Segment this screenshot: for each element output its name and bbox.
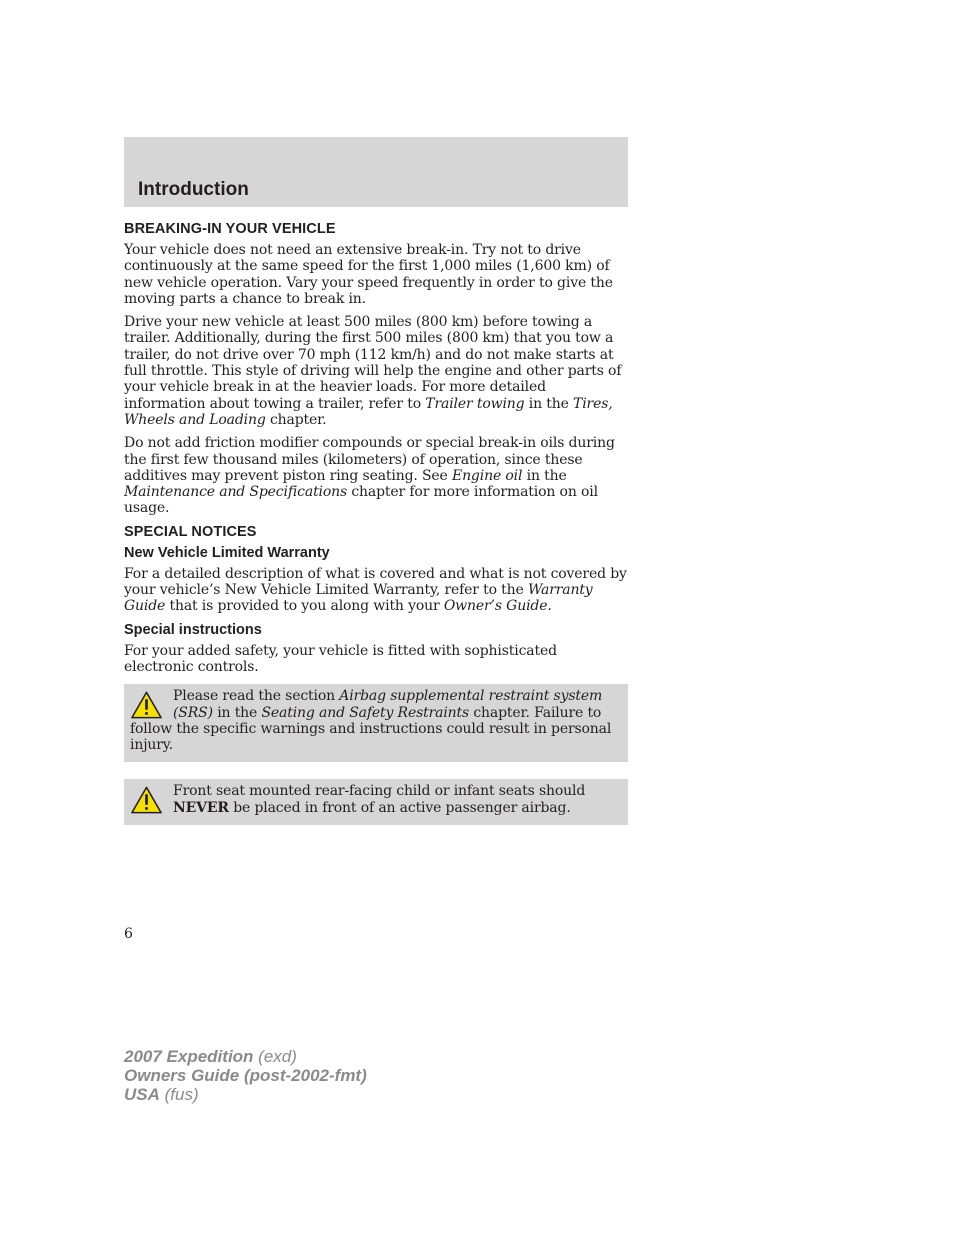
document-footer (124, 1047, 367, 1104)
reference-owners-guide: Owner’s Guide. (443, 598, 552, 615)
chapter-title: Introduction (138, 179, 249, 200)
footer-line-market: USA (fus) (124, 1085, 199, 1104)
warning-text-child-seat: Front seat mounted rear-facing child or infant seats should NEVER be placed in front of an active passenger airbag. (173, 783, 586, 816)
footer-line-model: 2007 Expedition (exd) (124, 1047, 297, 1066)
reference-warranty-guide: Warranty Guide (124, 582, 593, 615)
page-number: 6 (124, 926, 133, 942)
warning-text-airbag: Please read the section Airbag supplemental restraint system (SRS) in the Seating and Safety Restraints chapter. Failure to follow the specific warnings and instructions could result in personal injury. (130, 688, 612, 754)
chapter-header-band (124, 137, 628, 207)
paragraph-friction-modifier: Do not add friction modifier compounds or special break-in oils during the first few thousand miles (kilometers) of operation, since these additives may prevent piston ring seating. See Engine oil in the Maintenance and Specifications chapter for more information on oil usage. (124, 435, 615, 517)
warning-triangle-icon (130, 690, 163, 720)
section-heading-breaking-in: BREAKING-IN YOUR VEHICLE (124, 221, 336, 237)
reference-tires-wheels-loading: Tires, Wheels and Loading (124, 395, 613, 428)
subheading-warranty: New Vehicle Limited Warranty (124, 544, 330, 561)
reference-airbag-srs: Airbag supplemental restraint system (SRS) (173, 688, 603, 721)
emphasis-never: NEVER (173, 799, 229, 816)
paragraph-towing: Drive your new vehicle at least 500 miles (800 km) before towing a trailer. Additionally, during the first 500 miles (800 km) that you tow a trailer, do not drive over 70 mph (112 km/h) and do not make starts at full throttle. This style of driving will help the engine and other parts of your vehicle break in at the heavier loads. For more detailed information about towing a trailer, refer to Trailer towing in the Tires, Wheels and Loading chapter. (124, 314, 622, 428)
footer-line-guide: Owners Guide (post-2002-fmt) (124, 1066, 367, 1085)
reference-trailer-towing: Trailer towing (425, 395, 525, 412)
reference-engine-oil: Engine oil (452, 467, 523, 484)
reference-seating-safety-restraints: Seating and Safety Restraints (261, 704, 470, 721)
reference-maintenance-specifications: Maintenance and Specifications (124, 484, 348, 501)
paragraph-special-instructions: For your added safety, your vehicle is fitted with sophisticated electronic controls. (124, 642, 557, 675)
warning-triangle-icon (130, 785, 163, 815)
page-content (124, 221, 628, 825)
paragraph-warranty: For a detailed description of what is covered and what is not covered by your vehicle’s New Vehicle Limited Warranty, refer to the Warranty Guide that is provided to you along with your Owner’s Guide. (124, 565, 627, 615)
section-heading-special-notices: SPECIAL NOTICES (124, 523, 257, 540)
warning-box-airbag (124, 684, 628, 762)
paragraph-break-in: Your vehicle does not need an extensive break-in. Try not to drive continuously at the same speed for the first 1,000 miles (1,600 km) of new vehicle operation. Vary your speed frequently in order to give the moving parts a chance to break in. (124, 242, 613, 307)
warning-box-child-seat (124, 779, 628, 825)
subheading-special-instructions: Special instructions (124, 621, 262, 638)
